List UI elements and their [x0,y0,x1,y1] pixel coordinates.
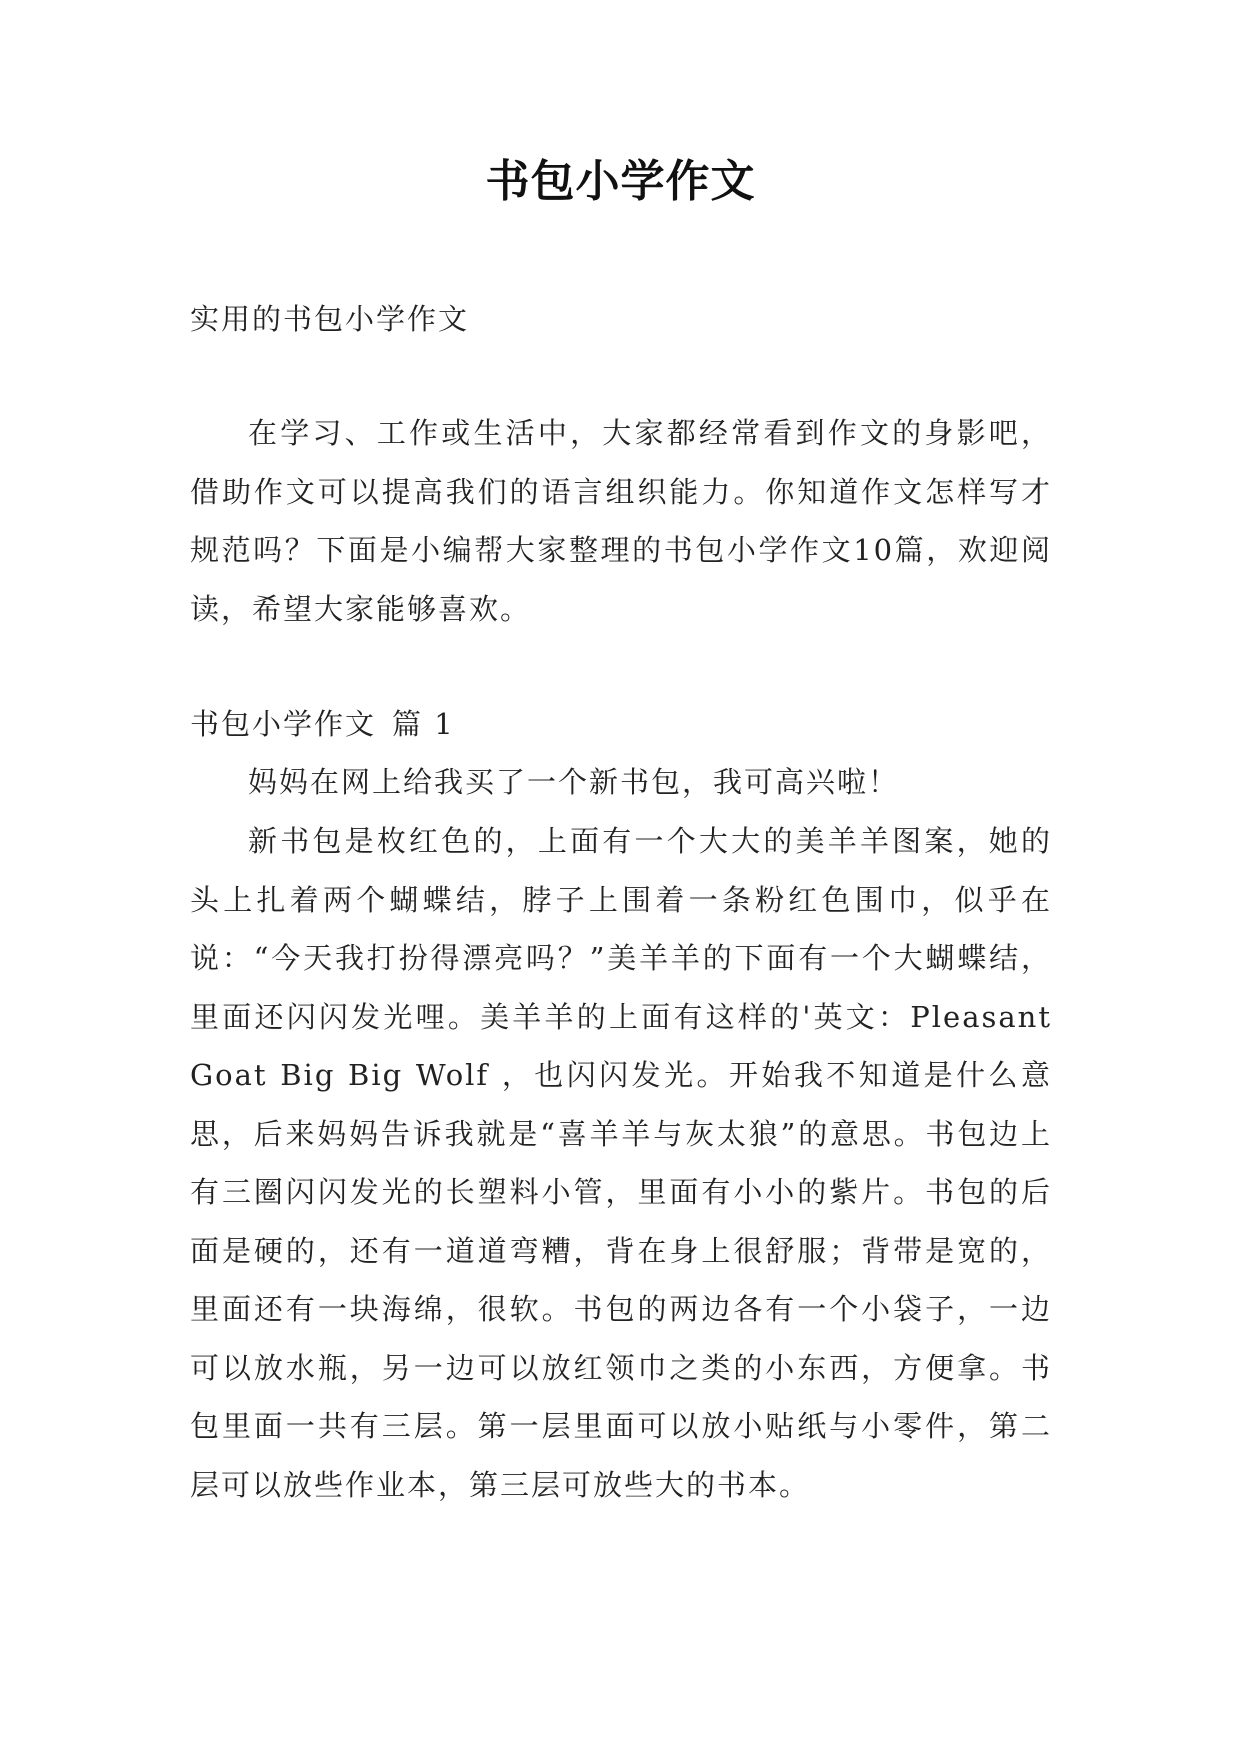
section-number: 篇 1 [392,707,455,741]
section-heading [190,695,1052,754]
document-subtitle: 实用的书包小学作文 [190,302,470,336]
section-heading-text: 书包小学作文 [190,707,377,741]
body-paragraph-2: 新书包是枚红色的，上面有一个大大的美羊羊图案，她的头上扎着两个蝴蝶结，脖子上围着一条粉红色围巾，似乎在说：“今天我打扮得漂亮吗？”美羊羊的下面有一个大蝴蝶结，里面还闪闪发光哩。美羊羊的上面有这样的'英文：Pleasant Goat Big Big Wolf ，也闪闪发光。开始我不知道是什么意思，后来妈妈告诉我就是“喜羊羊与灰太狼”的意思。书包边上有三圈闪闪发光的长塑料小管，里面有小小的紫片。书包的后面是硬的，还有一道道弯糟，背在身上很舒服；背带是宽的，里面还有一块海绵，很软。书包的两边各有一个小袋子，一边可以放水瓶，另一边可以放红领巾之类的小东西，方便拿。书包里面一共有三层。第一层里面可以放小贴纸与小零件，第二层可以放些作业本，第三层可放些大的书本。 [190,824,1052,1502]
intro-paragraph: 在学习、工作或生活中，大家都经常看到作文的身影吧，借助作文可以提高我们的语言组织能力。你知道作文怎样写才规范吗？下面是小编帮大家整理的书包小学作文10篇，欢迎阅读，希望大家能够喜欢。 [190,416,1052,626]
body-paragraph-1: 妈妈在网上给我买了一个新书包，我可高兴啦！ [248,765,900,799]
document-title: 书包小学作文 [485,156,756,207]
